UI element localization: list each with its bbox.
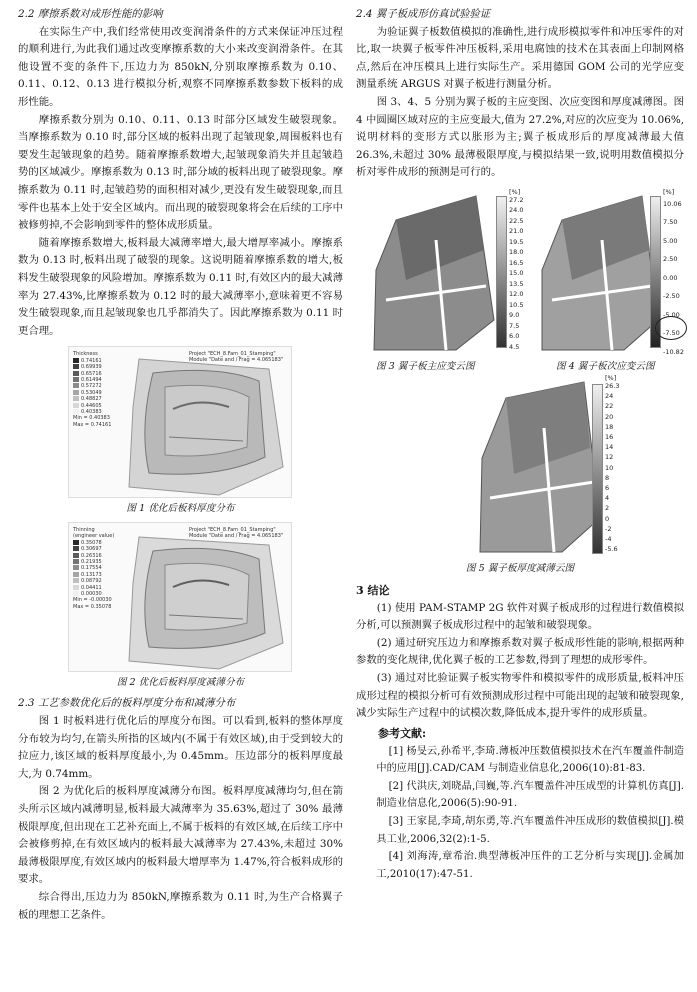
references-title: 参考文献: [378,726,427,740]
legend-value: 0.21935 [81,558,102,565]
scale-tick-label: 5.00 [663,236,678,245]
paragraph: 综合得出,压边力为 850kN,摩擦系数为 0.11 时,为生产合格翼子板的理想工艺条件。 [18,891,343,921]
references-list [356,743,684,884]
paragraph: 随着摩擦系数增大,板料最大减薄率增大,最大增厚率减小。摩擦系数为 0.13 时,板料出现了破裂的现象。这说明随着摩擦系数的增大,板料发生破裂现象的风险增加。摩擦系数为 0.11 时,有效区内的最大减薄率为 27.43%,比摩擦系数为 0.12 时的最大减薄率小,意味着更不容易发生破裂现象,而且起皱现象也几乎都消失了。因此摩擦系数为 0.11 时更合理。 [18,236,343,337]
legend-value: 0.35078 [81,539,102,546]
conclusion-1: (1) 使用 PAM-STAMP 2G 软件对翼子板成形的过程进行数值模拟分析,可以预测翼子板成形过程中的起皱和破裂现象。 [356,601,684,632]
paragraph: 在实际生产中,我们经常使用改变润滑条件的方式来保证冲压过程的顺利进行,为此我们通过改变摩擦系数的大小来改变润滑条件。在其他设置不变的条件下,压边力为 850kN,分别取摩擦系数为 0.10、0.11、0.12、0.13 进行模拟分析,观察不同摩擦系数参数下板料的成形性能。 [18,25,343,108]
reference-item: [4] 刘海涛,章希治.典型薄板冲压件的工艺分析与实现[J].金属加工,2010(17):47-51. [376,851,684,880]
scale-tick-label: 12 [605,453,614,462]
scale-tick-label: 0.00 [663,273,678,282]
figure-3-major-strain [366,186,522,356]
figures-3-4-row [356,186,684,358]
figure-5-thinning [466,373,636,558]
fender-minor-strain-plot [532,190,662,355]
scale-tick-label: 8 [605,473,610,482]
figure-5-scale-labels [605,381,619,554]
figure-3-caption: 图 3 翼子板主应变云图 [376,360,475,372]
scale-tick-label: -5.6 [605,545,618,554]
scale-tick-label: 18 [605,422,614,431]
scale-tick-label: 0 [605,514,610,523]
legend-value: 0.08792 [81,578,102,585]
figure-3-scale-labels [509,195,523,353]
legend-value: 0.61494 [81,376,102,383]
reference-item: [1] 杨旻云,孙希平,李琦.薄板冲压数值模拟技术在汽车覆盖件制造中的应用[J].CAD/CAM 与制造业信息化,2006(10):81-83. [376,745,684,775]
scale-tick-label: 16.5 [509,258,524,267]
figure-4-minor-strain [532,186,688,356]
legend-value: 0.48827 [81,396,102,403]
legend-value: 0.00030 [81,590,102,597]
legend-value: 0.30697 [81,546,102,553]
scale-tick-label: 6 [605,483,610,492]
fender-thickness-plot [69,347,291,497]
scale-tick-label: -2 [605,524,612,533]
legend-value: 0.40383 [81,408,102,415]
scale-tick-label: 16 [605,432,614,441]
scale-tick-label: 22.5 [509,216,524,225]
scale-tick-label: -7.50 [663,329,680,338]
fender-major-strain-plot [366,190,496,355]
figure-2-thinning [68,522,292,672]
legend-value: 0.44605 [81,402,102,409]
paragraph: 图 1 时板料进行优化后的厚度分布图。可以看到,板料的整体厚度分布较为均匀,在箭头所指的区域内(不属于有效区域),由于受到较大的拉应力,该区域的板料厚度最小,为 0.45mm。压边部分的板料厚度最大,为 0.74mm。 [18,715,343,780]
figure-2-caption: 图 2 优化后板料厚度减薄分布 [116,676,245,688]
project-label-line: Module "Date and / Frag = 4.065183" [189,532,284,539]
scale-tick-label: 13.5 [509,279,524,288]
section-2-4-title: 2.4 翼子板成形仿真试验验证 [356,8,491,20]
legend-min-max: Min = -0.00030 [73,597,112,604]
scale-tick-label: 18.0 [509,248,524,257]
scale-tick-label: 6.0 [509,332,520,341]
scale-tick-label: 10.06 [663,199,682,208]
figure-3-scale-bar [496,196,507,348]
legend-min-max: Min = 0.40383 [73,415,110,422]
conclusion-3: (3) 通过对比验证翼子板实物零件和模拟零件的成形质量,板料冲压成形过程的模拟分析可有效预测成形过程中可能出现的起皱和破裂现象,减少实际生产过程中的试模次数,降低成本,提升零件的成形质量。 [356,671,684,720]
scale-tick-label: 22 [605,402,614,411]
scale-tick-label: 24 [605,392,614,401]
legend-title: Thinning (engineer value) [73,526,115,540]
figure-5-caption: 图 5 翼子板厚度减薄云图 [465,562,575,574]
scale-tick-label: 4.5 [509,342,520,351]
figure-3-unit: [%] [509,187,521,196]
legend-value: 0.04411 [81,584,102,591]
section-2-2-title: 2.2 摩擦系数对成形性能的影响 [18,8,163,20]
legend-value: 0.65716 [81,370,102,377]
fender-thinning-plot [69,523,291,671]
legend-value: 0.17554 [81,565,102,572]
scale-tick-label: 20 [605,412,614,421]
scale-tick-label: 26.3 [605,381,620,390]
project-label-line: Project "ECH_8.Fam_01_Stamping" [189,526,276,533]
scale-tick-label: 24.0 [509,206,524,215]
scale-tick-label: 15.0 [509,269,524,278]
paragraph: 为验证翼子板数值模拟的准确性,进行成形模拟零件和冲压零件的对比,取一块翼子板零件冲压板料,采用电腐蚀的技术在其表面上印制网格点,然后在冲压模具上进行实际生产。采用德国 GOM 公司的光学应变测量系统 ARGUS 对翼子板进行测量分析。 [356,25,684,91]
legend-value: 0.26316 [81,552,102,559]
left-column [18,6,343,924]
scale-tick-label: 12.0 [509,290,524,299]
scale-tick-label: 2 [605,504,610,513]
figure-1-thickness [68,346,292,498]
figure-4-caption: 图 4 翼子板次应变云图 [556,360,655,372]
scale-tick-label: 14 [605,443,614,452]
reference-item: [3] 王家昆,李琦,胡东勇,等.汽车覆盖件冲压成形的数值模拟[J].模具工业,2006,32(2):1-5. [376,816,684,845]
paragraph: 图 3、4、5 分别为翼子板的主应变图、次应变图和厚度减薄图。图 4 中圆圈区域对应的主应变最大,值为 27.2%,对应的次应变为 10.06%,说明材料的变形方式以胀形为主;翼子板成形后的厚度减薄最大值 26.3%,未超过 30% 最薄极限厚度,与模拟结果一致,说明用数值模拟分析对零件成形的预测是可行的。 [356,95,684,179]
figure-1-caption: 图 1 优化后板料厚度分布 [126,503,235,515]
fender-thinning-strain-plot [466,378,606,556]
right-column [356,6,684,883]
legend-value: 0.53049 [81,389,102,396]
legend-min-max: Max = 0.74161 [73,421,112,428]
section-3-title: 3 结论 [356,583,390,597]
scale-tick-label: 27.2 [509,195,524,204]
section-2-3-title: 2.3 工艺参数优化后的板料厚度分布和减薄分布 [18,697,236,710]
project-label-line: Module "Date and / Frag = 4.065183" [189,357,284,364]
figure-4-unit: [%] [663,187,675,196]
scale-tick-label: -4 [605,534,612,543]
legend-value: 0.74161 [81,357,102,364]
legend-value: 0.13173 [81,571,102,578]
conclusion-2: (2) 通过研究压边力和摩擦系数对翼子板成形性能的影响,根据两种参数的变化规律,优化翼子板的工艺参数,得到了理想的成形零件。 [356,636,684,667]
legend-value: 0.57272 [81,383,102,390]
project-label-line: Project "ECH_8.Fam_01_Stamping" [189,351,276,358]
paragraph: 摩擦系数分别为 0.10、0.11、0.13 时部分区域发生破裂现象。当摩擦系数为 0.10 时,部分区域的板料出现了起皱现象,周围板料也有要发生起皱现象的趋势。随着摩擦系数增大,起皱现象消失并且起皱趋势的区域减少。摩擦系数为 0.13 时,部分域的板料出现了破裂现象。摩擦系数为 0.11 时,起皱趋势的面积相对减少,更没有发生破裂现象,而且零件也基本上处于安全区域内。而出现的破裂现象将会在后续的工序中被修剪掉,不会影响到零件的整体成形质量。 [18,113,343,232]
scale-tick-label: 21.0 [509,227,524,236]
legend-title: Thickness [73,351,98,358]
paragraph: 图 2 为优化后的板料厚度减薄分布图。板料厚度减薄均匀,但在箭头所示区域内减薄明显,板料最大减薄率为 35.63%,超过了 30% 最薄极限厚度,但出现在工艺补充面上,不属于板料的有效区域,在后续工序中会被修剪掉,在有效区域内的板料最大减薄率为 27.43%,未超过 30% 最薄极限厚度,有效区域内的板料最大增厚率为 1.47%,符合板料成形的要求。 [18,785,343,886]
highlight-circle [655,316,687,340]
scale-tick-label: 19.5 [509,237,524,246]
scale-tick-label: 10.5 [509,300,524,309]
scale-tick-label: 10 [605,463,614,472]
legend-min-max: Max = 0.35078 [73,603,112,610]
figures-3-4-captions [356,358,684,376]
scale-tick-label: -10.82 [663,347,684,356]
scale-tick-label: 9.0 [509,311,520,320]
scale-tick-label: -5.00 [663,310,680,319]
reference-item: [2] 代洪庆,刘晓晶,闫巍,等.汽车覆盖件冲压成型的计算机仿真[J].制造业信息化,2006(5):90-91. [376,780,684,810]
scale-tick-label: -2.50 [663,292,680,301]
figure-5-unit: [%] [605,373,617,382]
figure-5-scale-bar [592,384,603,554]
scale-tick-label: 7.5 [509,321,520,330]
scale-tick-label: 7.50 [663,218,678,227]
scale-tick-label: 2.50 [663,255,678,264]
scale-tick-label: 4 [605,494,610,503]
legend-value: 0.69939 [81,364,102,371]
